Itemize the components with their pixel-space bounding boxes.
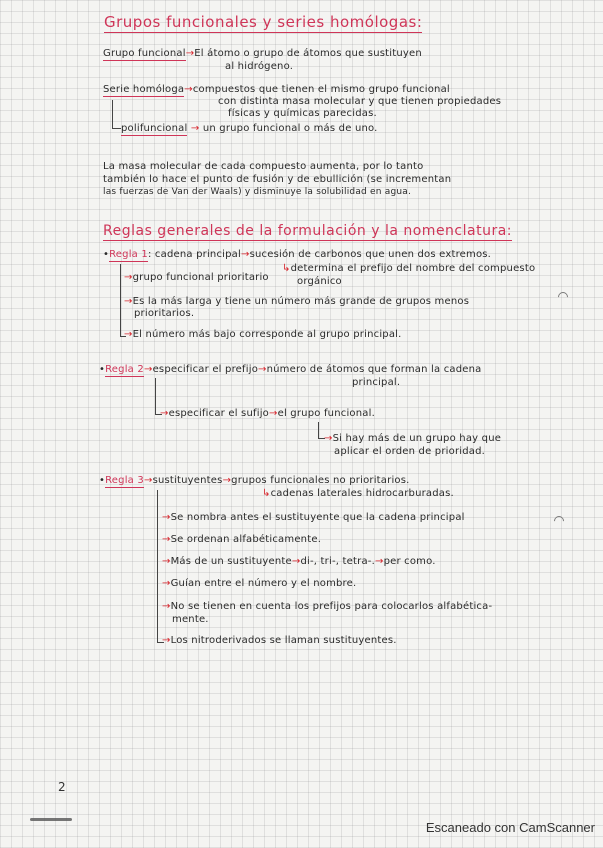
- definition-grupo-funcional: [103, 48, 422, 59]
- regla-3-branch-2: cadenas laterales hidrocarburadas.: [270, 488, 454, 499]
- arrow-icon: →: [184, 84, 193, 95]
- def-grupo-funcional-2: al hidrógeno.: [225, 61, 294, 72]
- regla-2-note-1: Si hay más de un grupo hay que: [332, 433, 502, 444]
- regla-3-label: Regla 3: [105, 475, 144, 486]
- regla-3-item-4: [162, 578, 356, 589]
- item-text: Guían entre el número y el nombre.: [170, 578, 357, 589]
- margin-mark-icon: [556, 290, 570, 304]
- regla-2-line: [99, 364, 482, 375]
- def-polifuncional: un grupo funcional o más de uno.: [202, 123, 378, 134]
- def-serie-homologa-1: compuestos que tienen el mismo grupo funcional: [192, 84, 450, 95]
- arrow-icon: ↳: [262, 488, 271, 499]
- arrow-icon: →: [324, 433, 333, 444]
- page-title: [104, 13, 422, 31]
- regla-1-branch-2-line: [282, 263, 535, 274]
- term-grupo-funcional: Grupo funcional: [103, 48, 186, 59]
- regla-2-sufijo-line: [160, 408, 375, 419]
- arrow-icon: →: [291, 556, 301, 567]
- term-polifuncional: polifuncional: [121, 123, 188, 134]
- page-number: 2: [58, 780, 66, 794]
- regla-3-branch-2-line: [262, 488, 454, 499]
- definition-serie-homologa: [103, 84, 450, 95]
- connector-line: [112, 100, 121, 129]
- regla-2-branch-1: número de átomos que forman la cadena: [266, 364, 482, 375]
- regla-3-item-5b: mente.: [172, 614, 209, 625]
- def-serie-homologa-3: físicas y químicas parecidas.: [228, 108, 377, 119]
- arrow-icon: →: [162, 578, 171, 589]
- arrow-icon: →: [162, 556, 171, 567]
- regla-2-sufijo-def: el grupo funcional.: [277, 408, 375, 419]
- regla-1-line: [103, 249, 491, 260]
- regla-1-item-2b: prioritarios.: [134, 308, 195, 319]
- regla-2-note-line: [324, 433, 501, 444]
- item-text: Más de un sustituyente: [170, 556, 292, 567]
- arrow-icon: →: [269, 408, 278, 419]
- regla-3-branch-1: grupos funcionales no prioritarios.: [231, 475, 410, 486]
- arrow-icon: →: [160, 408, 169, 419]
- term-serie-homologa: Serie homóloga: [103, 84, 185, 95]
- arrow-icon: →: [241, 249, 250, 260]
- bullet-icon: •: [99, 475, 106, 486]
- arrow-icon: →: [162, 534, 171, 545]
- regla-1-branch-2: determina el prefijo del nombre del compuesto: [290, 263, 536, 274]
- multi-tail: per como.: [383, 556, 436, 567]
- regla-1-branch-1: sucesión de carbonos que unen dos extremos.: [249, 249, 492, 260]
- section-heading: [103, 223, 512, 239]
- multi-suffix: di-, tri-, tetra-.: [300, 556, 375, 567]
- regla-3-item-6: [162, 635, 397, 646]
- arrow-icon: ↳: [282, 263, 291, 274]
- arrow-icon: →: [374, 556, 384, 567]
- scanner-watermark: Escaneado con CamScanner: [425, 820, 595, 835]
- regla-3-item-5: [162, 601, 492, 612]
- regla-3-item-1: [162, 512, 465, 523]
- arrow-icon: →: [124, 329, 133, 340]
- regla-3-intro: sustituyentes: [152, 475, 223, 486]
- regla-2-label: Regla 2: [105, 364, 144, 375]
- arrow-icon: →: [124, 272, 133, 283]
- arrow-icon: →: [162, 512, 171, 523]
- item-text: Los nitroderivados se llaman sustituyentes.: [170, 635, 397, 646]
- arrow-icon: →: [258, 364, 267, 375]
- heading-text: Reglas generales de la formulación y la nomenclatura:: [103, 223, 513, 239]
- item-text: grupo funcional prioritario: [132, 272, 269, 283]
- regla-1-branch-2b: orgánico: [297, 276, 342, 287]
- scan-smudge: [30, 818, 72, 821]
- arrow-icon: →: [143, 475, 153, 486]
- regla-2-branch-1b: principal.: [352, 377, 401, 388]
- regla-3-line: [99, 475, 410, 486]
- bullet-icon: •: [103, 249, 110, 260]
- item-text: No se tienen en cuenta los prefijos para colocarlos alfabética-: [170, 601, 493, 612]
- arrow-icon: →: [143, 364, 153, 375]
- regla-2-intro: especificar el prefijo: [152, 364, 259, 375]
- regla-1-intro: : cadena principal: [147, 249, 241, 260]
- definition-polifuncional: [121, 123, 378, 134]
- arrow-icon: →: [185, 48, 195, 59]
- bullet-icon: •: [99, 364, 106, 375]
- regla-1-label: Regla 1: [109, 249, 148, 260]
- regla-2-note-2: aplicar el orden de prioridad.: [334, 446, 486, 457]
- regla-3-item-3: [162, 556, 436, 567]
- regla-1-item-2: [124, 296, 469, 307]
- paragraph-line-1: La masa molecular de cada compuesto aumenta, por lo tanto: [103, 161, 424, 172]
- paragraph-line-3: las fuerzas de Van der Waals) y disminuye la solubilidad en agua.: [103, 187, 412, 197]
- arrow-icon: →: [187, 123, 203, 134]
- regla-1-item-1: [124, 272, 269, 283]
- title-text: Grupos funcionales y series homólogas:: [104, 13, 423, 31]
- item-text: Se nombra antes el sustituyente que la cadena principal: [170, 512, 465, 523]
- item-text: Es la más larga y tiene un número más grande de grupos menos: [132, 296, 470, 307]
- item-text: El número más bajo corresponde al grupo principal.: [132, 329, 402, 340]
- arrow-icon: →: [162, 635, 171, 646]
- paragraph-line-2: también lo hace el punto de fusión y de ebullición (se incrementan: [103, 174, 452, 185]
- def-grupo-funcional-1: El átomo o grupo de átomos que sustituyen: [194, 48, 422, 59]
- arrow-icon: →: [124, 296, 133, 307]
- regla-3-item-2: [162, 534, 321, 545]
- regla-1-item-3: [124, 329, 402, 340]
- def-serie-homologa-2: con distinta masa molecular y que tienen propiedades: [218, 96, 502, 107]
- item-text: Se ordenan alfabéticamente.: [170, 534, 322, 545]
- arrow-icon: →: [162, 601, 171, 612]
- arrow-icon: →: [222, 475, 232, 486]
- margin-mark-icon: [552, 514, 566, 528]
- regla-2-sufijo: especificar el sufijo: [168, 408, 269, 419]
